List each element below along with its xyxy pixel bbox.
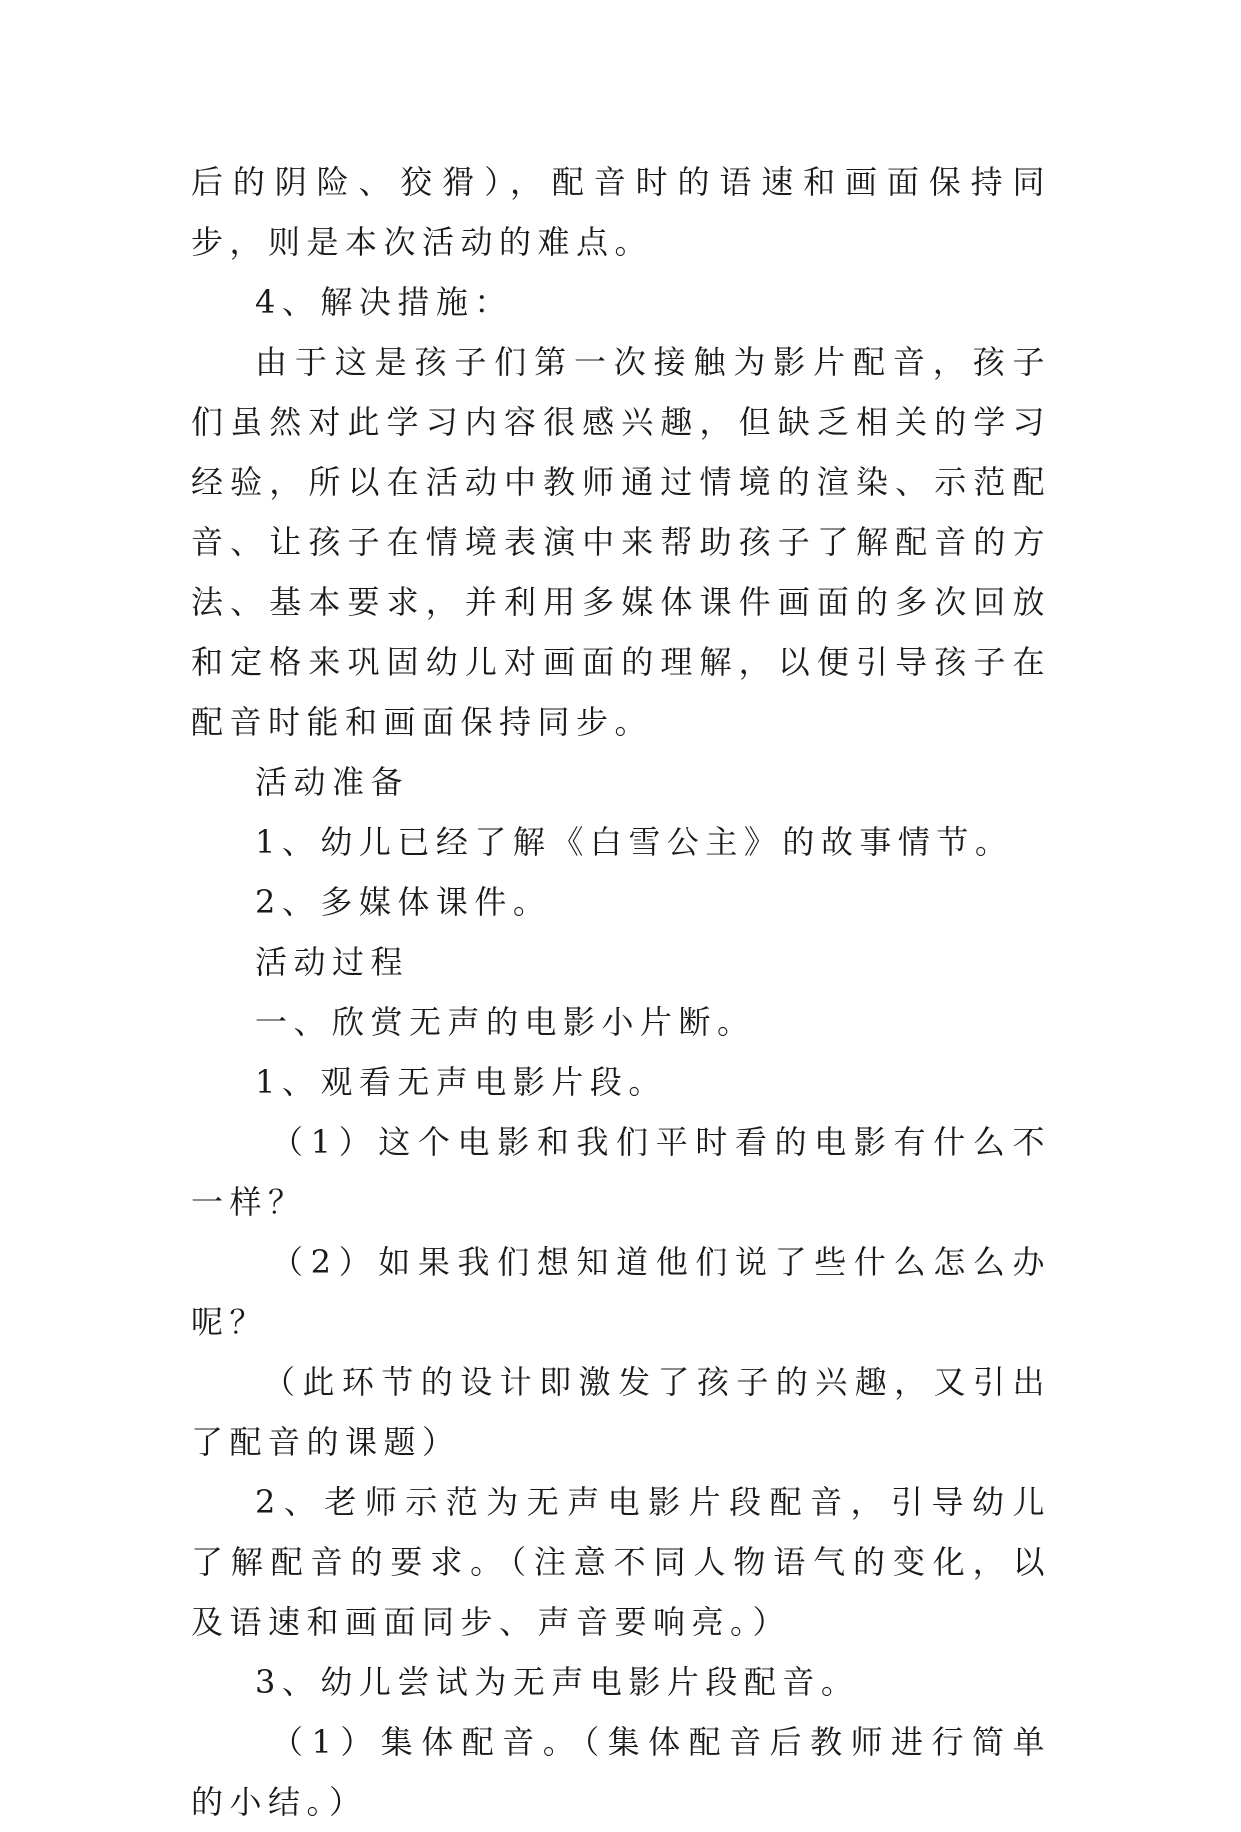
heading-solution-measures: 4、解决措施： xyxy=(255,283,513,321)
paragraph-solution-description: 由于这是孩子们第一次接触为影片配音，孩子们虽然对此学习内容很感兴趣，但缺乏相关的学习经验，所以在活动中教师通过情境的渲染、示范配音、让孩子在情境表演中来帮助孩子了解配音的方法、基本要求，并利用多媒体课件画面的多次回放和定格来巩固幼儿对画面的理解，以便引导孩子在配音时能和画面保持同步。 xyxy=(191,343,1051,741)
question-1: （1）这个电影和我们平时看的电影有什么不一样？ xyxy=(191,1123,1051,1221)
process-substep-1-1: 1、观看无声电影片段。 xyxy=(255,1063,667,1101)
preparation-item-2: 2、多媒体课件。 xyxy=(255,883,552,921)
heading-activity-process: 活动过程 xyxy=(255,943,410,981)
group-dubbing-item: （1）集体配音。（集体配音后教师进行简单的小结。） xyxy=(191,1723,1051,1821)
process-substep-1-3: 3、幼儿尝试为无声电影片段配音。 xyxy=(255,1663,860,1701)
heading-activity-preparation: 活动准备 xyxy=(255,763,410,801)
document-page xyxy=(191,152,1051,1832)
preparation-item-1: 1、幼儿已经了解《白雪公主》的故事情节。 xyxy=(255,823,1014,861)
question-2: （2）如果我们想知道他们说了些什么怎么办呢？ xyxy=(191,1243,1051,1341)
process-substep-1-2: 2、老师示范为无声电影片段配音，引导幼儿了解配音的要求。（注意不同人物语气的变化，以及语速和画面同步、声音要响亮。） xyxy=(191,1483,1051,1641)
paragraph-difficulty-continued: 后的阴险、狡猾），配音时的语速和画面保持同步，则是本次活动的难点。 xyxy=(191,163,1051,261)
process-step-1: 一、欣赏无声的电影小片断。 xyxy=(255,1003,756,1041)
design-note: （此环节的设计即激发了孩子的兴趣，又引出了配音的课题） xyxy=(191,1363,1051,1461)
